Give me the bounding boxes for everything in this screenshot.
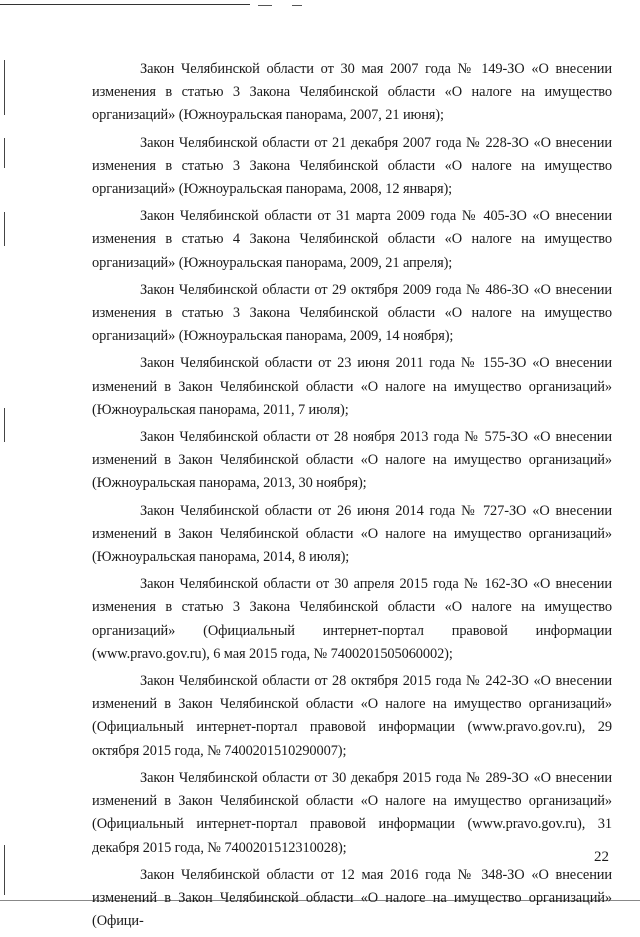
law-entry-paragraph: Закон Челябинской области от 30 апреля 2015 года № 162-ЗО «О внесении изменения в статью 3 Закона Челябинской области «О налоге на имущество организаций» (Официальный интернет-портал правовой информации (www.pravo.gov.ru), 6 мая 2015 года, № 7400201505060002); [92, 576, 612, 662]
law-entry-paragraph: Закон Челябинской области от 28 октября 2015 года № 242-ЗО «О внесении изменений в Закон Челябинской области «О налоге на имущество организаций» (Официальный интернет-портал правовой информации (www.pravo.gov.ru), 29 октября 2015 года, № 7400201510290007); [92, 673, 612, 759]
law-entry-paragraph: Закон Челябинской области от 30 мая 2007 года № 149-ЗО «О внесении изменения в статью 3 Закона Челябинской области «О налоге на имущество организаций» (Южноуральская панорама, 2007, 21 июня); [92, 61, 612, 124]
scan-edge-left [4, 138, 5, 168]
scan-edge-left [4, 408, 5, 442]
law-entry-paragraph: Закон Челябинской области от 29 октября 2009 года № 486-ЗО «О внесении изменения в статью 3 Закона Челябинской области «О налоге на имущество организаций» (Южноуральская панорама, 2009, 14 ноября); [92, 281, 612, 345]
scan-edge-left [4, 60, 5, 115]
page-number: 22 [594, 849, 609, 865]
scan-edge-dash [258, 5, 272, 6]
scan-edge-top [0, 4, 250, 5]
law-entry-paragraph: Закон Челябинской области от 31 марта 2009 года № 405-ЗО «О внесении изменения в статью 4 Закона Челябинской области «О налоге на имущество организаций» (Южноуральская панорама, 2009, 21 апреля); [92, 208, 612, 271]
document-body [92, 58, 612, 937]
scan-edge-left [4, 845, 5, 895]
law-entry-paragraph: Закон Челябинской области от 28 ноября 2013 года № 575-ЗО «О внесении изменений в Закон Челябинской области «О налоге на имущество организаций» (Южноуральская панорама, 2013, 30 ноября); [92, 429, 612, 492]
law-entry-paragraph: Закон Челябинской области от 12 мая 2016 года № 348-ЗО «О внесении изменений в Закон Челябинской области «О налоге на имущество организаций» (Офици- [92, 866, 612, 930]
scan-edge-left [4, 212, 5, 246]
law-entry-paragraph: Закон Челябинской области от 21 декабря 2007 года № 228-ЗО «О внесении изменения в статью 3 Закона Челябинской области «О налоге на имущество организаций» (Южноуральская панорама, 2008, 12 января); [92, 134, 612, 198]
scan-edge-dash [292, 5, 302, 6]
law-entry-paragraph: Закон Челябинской области от 26 июня 2014 года № 727-ЗО «О внесении изменений в Закон Челябинской области «О налоге на имущество организаций» (Южноуральская панорама, 2014, 8 июля); [92, 502, 612, 566]
law-entry-paragraph: Закон Челябинской области от 30 декабря 2015 года № 289-ЗО «О внесении изменений в Закон Челябинской области «О налоге на имущество организаций» (Официальный интернет-портал правовой информации (www.pravo.gov.ru), 31 декабря 2015 года, № 7400201512310028); [92, 769, 612, 856]
law-entry-paragraph: Закон Челябинской области от 23 июня 2011 года № 155-ЗО «О внесении изменений в Закон Челябинской области «О налоге на имущество организаций» (Южноуральская панорама, 2011, 7 июля); [92, 355, 612, 418]
